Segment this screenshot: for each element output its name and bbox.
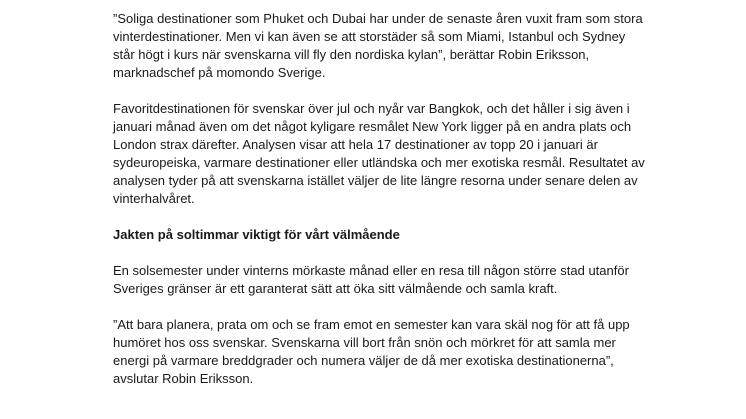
text-line: står högt i kurs när svenskarna vill fly den nordiska kylan”, berättar Robin Eriksson, [113, 47, 590, 62]
quote-paragraph-2 [113, 316, 733, 388]
text-line: vinterhalvåret. [113, 191, 195, 206]
text-line: Favoritdestinationen för svenskar över jul och nyår var Bangkok, och det håller i sig även i [113, 101, 630, 116]
quote-paragraph-1 [113, 10, 733, 82]
section-heading: Jakten på soltimmar viktigt för vårt välmående [113, 227, 400, 242]
paragraph-spacer [113, 244, 733, 262]
text-line: avslutar Robin Eriksson. [113, 371, 254, 386]
text-line: ”Soliga destinationer som Phuket och Dubai har under de senaste åren vuxit fram som stora [113, 11, 643, 26]
body-paragraph-3 [113, 262, 733, 298]
body-paragraph-2 [113, 100, 733, 208]
text-line: London strax därefter. Analysen visar att hela 17 destinationer av topp 20 i januari är [113, 137, 598, 152]
paragraph-spacer [113, 298, 733, 316]
document-page [113, 10, 733, 388]
text-line: humöret hos oss svenskar. Svenskarna vill bort från snön och mörkret för att samla mer [113, 335, 616, 350]
text-line: energi på varmare breddgrader och numera väljer de då mer exotiska destinationerna”, [113, 353, 614, 368]
text-line: vinterdestinationer. Men vi kan även se att storstäder så som Miami, Istanbul och Sydney [113, 29, 626, 44]
text-line: Sveriges gränser är ett garanterat sätt att öka sitt välmående och samla kraft. [113, 281, 558, 296]
text-line: marknadschef på momondo Sverige. [113, 65, 326, 80]
paragraph-spacer [113, 208, 733, 226]
text-line: En solsemester under vinterns mörkaste månad eller en resa till någon större stad utanför [113, 263, 629, 278]
text-line: analysen tyder på att svenskarna istället väljer de lite längre resorna under senare delen av [113, 173, 638, 188]
paragraph-spacer [113, 82, 733, 100]
text-line: sydeuropeiska, varmare destinationer eller utländska och mer exotiska resmål. Resultatet av [113, 155, 645, 170]
text-line: januari månad även om det något kyligare resmålet New York ligger på en andra plats och [113, 119, 632, 134]
text-line: ”Att bara planera, prata om och se fram emot en semester kan vara skäl nog för att få upp [113, 317, 630, 332]
